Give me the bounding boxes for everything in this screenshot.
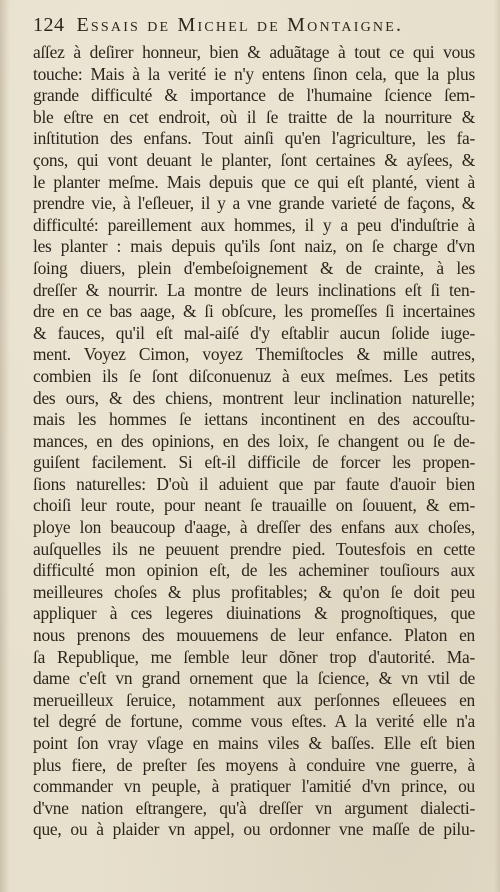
text-line: dame c'eſt vn grand ornement que la ſcience, & vn vtil de xyxy=(33,668,475,689)
text-line: dre en ce bas aage, & ſi obſcure, les promeſſes ſi incertaines xyxy=(33,301,475,322)
text-line: dreſſer & nourrir. La montre de leurs inclinations eſt ſi ten- xyxy=(33,279,475,300)
text-line: nous prenons des mouuemens de leur enfance. Platon en xyxy=(33,625,475,646)
page-number: 124 xyxy=(33,14,65,36)
text-line: commander vn peuple, à pratiquer l'amitié d'vn prince, ou xyxy=(33,776,475,797)
text-line: appliquer à ces legeres diuinations & prognoſtiques, que xyxy=(33,603,475,624)
text-line: aſſez à deſirer honneur, bien & aduãtage à tout ce qui vous xyxy=(33,42,475,62)
running-head xyxy=(33,14,473,36)
text-line: des ours, & des chiens, montrent leur inclination naturelle; xyxy=(33,387,475,408)
text-line: les planter : mais depuis qu'ils ſont naiz, on ſe charge d'vn xyxy=(33,236,475,257)
text-line: que, ou à plaider vn appel, ou ordonner vne maſſe de pilu- xyxy=(33,819,475,840)
text-line: guiſent facilement. Si eſt-il difficile de forcer les propen- xyxy=(33,452,475,473)
text-line: çons, qui vont deuant le planter, ſont certaines & ayſees, & xyxy=(33,149,475,170)
text-line: mances, en des opinions, en des loix, ſe changent ou ſe de- xyxy=(33,430,475,451)
text-line: ble eſtre en cet endroit, où il ſe traitte de la nourriture & xyxy=(33,106,475,127)
text-line: d'vne nation eſtrangere, qu'à dreſſer vn argument dialecti- xyxy=(33,797,475,818)
text-line: point ſon vray vſage en mains viles & baſſes. Elle eſt bien xyxy=(33,733,475,753)
text-line: auſquelles ils ne peuuent prendre pied. Toutesfois en cette xyxy=(33,538,475,559)
text-line: ment. Voyez Cimon, voyez Themiſtocles & mille autres, xyxy=(33,344,475,365)
text-line: combien ils ſe ſont diſconuenuz à eux meſmes. Les petits xyxy=(33,365,475,386)
text-line: grande difficulté & importance de l'humaine ſcience ſem- xyxy=(33,85,475,106)
text-line: difficulté: pareillement aux hommes, il y a peu d'induſtrie à xyxy=(33,214,475,235)
body-text xyxy=(33,42,475,841)
text-line: le planter meſme. Mais depuis que ce qui eſt planté, vient à xyxy=(33,171,475,192)
text-line: ſa Republique, me ſemble leur dõner trop d'autorité. Ma- xyxy=(33,646,475,667)
text-line: meilleures choſes & plus profitables; & qu'on ſe doit peu xyxy=(33,581,475,602)
running-title: Essais de Michel de Montaigne. xyxy=(76,14,404,36)
text-line: choiſi leur route, pour neant ſe trauaille on ſouuent, & em- xyxy=(33,495,475,516)
text-line: touche: Mais à la verité ie n'y entens ſinon cela, que la plus xyxy=(33,63,475,84)
text-line: ſions naturelles: D'où il aduient que par faute d'auoir bien xyxy=(33,473,475,494)
text-line: difficulté mon opinion eſt, de les acheminer touſiours aux xyxy=(33,560,475,581)
text-line: plus fiere, de preſter ſes moyens à conduire vne guerre, à xyxy=(33,754,475,775)
text-line: mais les hommes ſe iettans incontinent en des accouſtu- xyxy=(33,409,475,430)
text-line: inſtitution des enfans. Tout ainſi qu'en l'agriculture, les fa- xyxy=(33,128,475,149)
text-line: merueilleux ſeruice, notamment aux perſonnes eſleuees en xyxy=(33,689,475,710)
text-line: prendre vie, à l'eſleuer, il y a vne grande varieté de façons, & xyxy=(33,193,475,214)
text-line: tel degré de fortune, comme vous eſtes. A la verité elle n'a xyxy=(33,711,475,732)
text-line: & fauces, qu'il eſt mal-aiſé d'y eſtablir aucun ſolide iuge- xyxy=(33,322,475,343)
text-line: ſoing diuers, plein d'embeſoignement & de crainte, à les xyxy=(33,257,475,278)
text-line: ploye lon beaucoup d'aage, à dreſſer des enfans aux choſes, xyxy=(33,517,475,538)
